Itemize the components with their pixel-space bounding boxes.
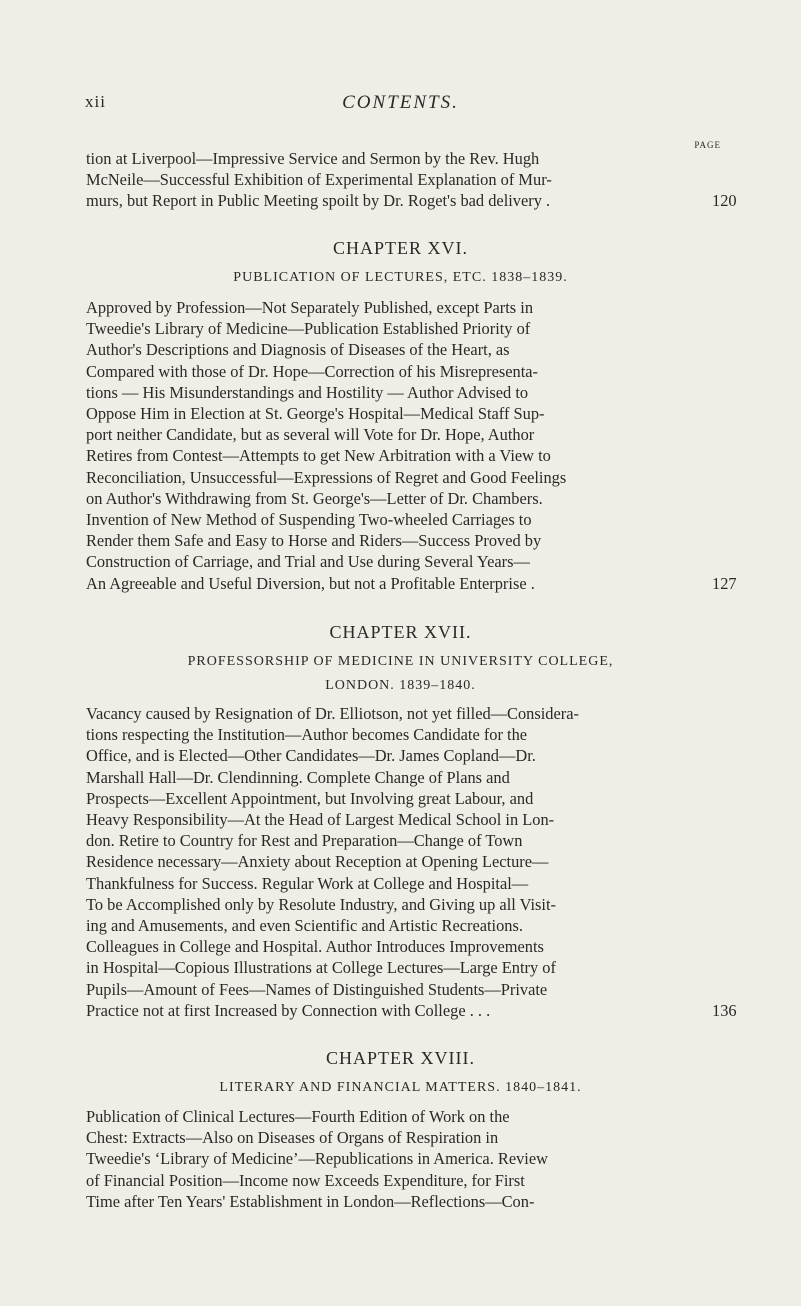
text-line: Reconciliation, Unsuccessful—Expressions of Regret and Good Feelings xyxy=(86,467,567,487)
text-line: of Financial Position—Income now Exceeds Expenditure, for First xyxy=(86,1170,525,1190)
text-line: Oppose Him in Election at St. George's Hospital—Medical Staff Sup- xyxy=(86,404,545,424)
text-line: on Author's Withdrawing from St. George's—Letter of Dr. Chambers. xyxy=(86,488,543,508)
text-line: murs, but Report in Public Meeting spoilt by Dr. Roget's bad delivery . xyxy=(86,191,551,211)
text-line: Practice not at first Increased by Connection with College . . . xyxy=(86,1000,491,1020)
text-line: Tweedie's Library of Medicine—Publication Established Priority of xyxy=(86,319,531,339)
chapter-16-summary xyxy=(86,297,710,594)
page-number: xii xyxy=(85,92,106,111)
chapter-16-page-ref: 127 xyxy=(712,574,737,593)
text-line: Office, and is Elected—Other Candidates—Dr. James Copland—Dr. xyxy=(86,746,536,766)
text-line: tions respecting the Institution—Author becomes Candidate for the xyxy=(86,725,528,745)
chapter-17-summary xyxy=(86,703,710,1021)
text-line: tions — His Misunderstandings and Hostility — Author Advised to xyxy=(86,382,529,402)
text-line: Residence necessary—Anxiety about Reception at Opening Lecture— xyxy=(86,852,549,872)
chapter-17-page-ref: 136 xyxy=(712,1001,737,1020)
text-line: don. Retire to Country for Rest and Preparation—Change of Town xyxy=(86,831,523,851)
text-line: Tweedie's ‘Library of Medicine’—Republications in America. Review xyxy=(86,1149,548,1169)
chapter-16-subtitle: PUBLICATION OF LECTURES, ETC. 1838–1839. xyxy=(233,270,568,285)
text-line: Compared with those of Dr. Hope—Correction of his Misrepresenta- xyxy=(86,361,539,381)
intro-paragraph xyxy=(86,148,710,212)
text-line: Prospects—Excellent Appointment, but Involving great Labour, and xyxy=(86,788,534,808)
text-line: Construction of Carriage, and Trial and Use during Several Years— xyxy=(86,552,530,572)
text-line: Colleagues in College and Hospital. Author Introduces Improvements xyxy=(86,937,544,957)
text-line: Heavy Responsibility—At the Head of Largest Medical School in Lon- xyxy=(86,810,555,830)
text-line: Render them Safe and Easy to Horse and Riders—Success Proved by xyxy=(86,531,542,551)
text-line: Pupils—Amount of Fees—Names of Distinguished Students—Private xyxy=(86,979,548,999)
text-line: McNeile—Successful Exhibition of Experimental Explanation of Mur- xyxy=(86,170,552,190)
text-line: port neither Candidate, but as several will Vote for Dr. Hope, Author xyxy=(86,425,535,445)
text-line: in Hospital—Copious Illustrations at College Lectures—Large Entry of xyxy=(86,958,556,978)
text-line: Chest: Extracts—Also on Diseases of Organs of Respiration in xyxy=(86,1128,499,1148)
chapter-17-title: CHAPTER XVII. xyxy=(329,622,472,642)
page-column-label: PAGE xyxy=(694,140,721,150)
text-line: ing and Amusements, and even Scientific and Artistic Recreations. xyxy=(86,916,523,936)
text-line: tion at Liverpool—Impressive Service and Sermon by the Rev. Hugh xyxy=(86,149,540,168)
page-header xyxy=(0,92,801,122)
text-line: Time after Ten Years' Establishment in London—Reflections—Con- xyxy=(86,1191,535,1211)
chapter-18-subtitle: LITERARY AND FINANCIAL MATTERS. 1840–1841. xyxy=(219,1080,582,1095)
intro-page-ref: 120 xyxy=(712,191,737,210)
text-line: Author's Descriptions and Diagnosis of Diseases of the Heart, as xyxy=(86,340,510,360)
text-line: Marshall Hall—Dr. Clendinning. Complete Change of Plans and xyxy=(86,767,510,787)
chapter-17-subtitle-line-2: LONDON. 1839–1840. xyxy=(325,678,476,693)
text-line: Invention of New Method of Suspending Two-wheeled Carriages to xyxy=(86,510,532,530)
chapter-18-summary xyxy=(86,1106,710,1212)
text-line: Thankfulness for Success. Regular Work at College and Hospital— xyxy=(86,873,529,893)
text-line: An Agreeable and Useful Diversion, but not a Profitable Enterprise . xyxy=(86,573,535,593)
chapter-16-title: CHAPTER XVI. xyxy=(332,238,468,258)
chapter-17-subtitle-line-1: PROFESSORSHIP OF MEDICINE IN UNIVERSITY COLLEGE, xyxy=(187,654,614,669)
text-line: Retires from Contest—Attempts to get New Arbitration with a View to xyxy=(86,446,551,466)
text-line: To be Accomplished only by Resolute Industry, and Giving up all Visit- xyxy=(86,894,556,914)
text-line: Publication of Clinical Lectures—Fourth Edition of Work on the xyxy=(86,1107,510,1126)
running-title: CONTENTS. xyxy=(342,92,459,113)
text-line: Approved by Profession—Not Separately Published, except Parts in xyxy=(86,298,534,317)
text-line: Vacancy caused by Resignation of Dr. Elliotson, not yet filled—Considera- xyxy=(86,704,579,723)
chapter-18-title: CHAPTER XVIII. xyxy=(326,1048,475,1068)
